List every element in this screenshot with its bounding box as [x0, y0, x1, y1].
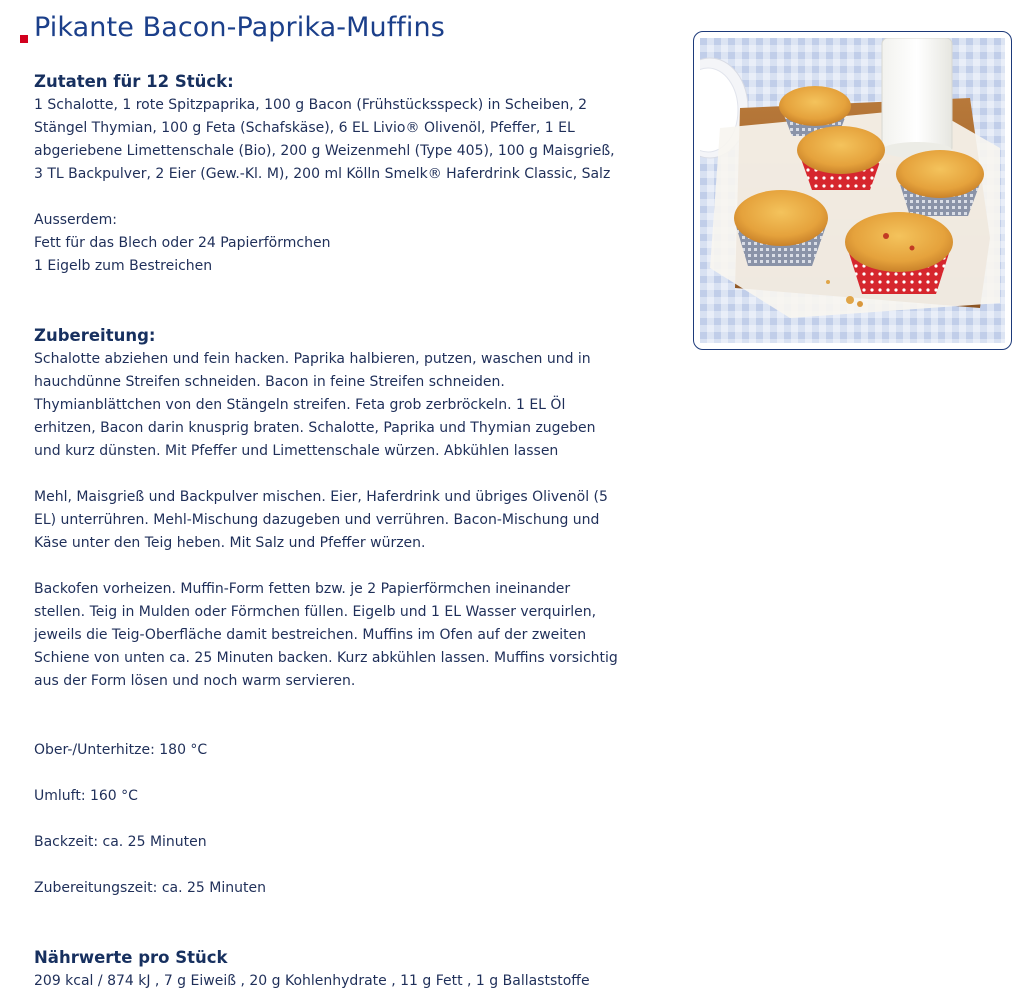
preparation-heading: Zubereitung:: [34, 326, 156, 345]
recipe-photo-frame: [693, 31, 1012, 350]
preparation-paragraph-2: [34, 486, 684, 555]
ingredients-heading: Zutaten für 12 Stück:: [34, 72, 234, 91]
ingredients-line: 1 Schalotte, 1 rote Spitzpaprika, 100 g Bacon (Frühstücksspeck) in Scheiben, 2: [34, 97, 587, 113]
preparation-line: Mehl, Maisgrieß und Backpulver mischen. Eier, Haferdrink und übriges Olivenöl (5: [34, 489, 608, 505]
preparation-line: und kurz dünsten. Mit Pfeffer und Limettenschale würzen. Abkühlen lassen: [34, 443, 559, 459]
preparation-line: erhitzen, Bacon darin knusprig braten. Schalotte, Paprika und Thymian zugeben: [34, 420, 596, 436]
ingredients-line: Stängel Thymian, 100 g Feta (Schafskäse), 6 EL Livio® Olivenöl, Pfeffer, 1 EL: [34, 120, 575, 136]
preparation-line: stellen. Teig in Mulden oder Förmchen füllen. Eigelb und 1 EL Wasser verquirlen,: [34, 604, 597, 620]
preparation-time: Zubereitungszeit: ca. 25 Minuten: [34, 880, 266, 896]
preparation-line: Schiene von unten ca. 25 Minuten backen. Kurz abkühlen lassen. Muffins vorsichtig: [34, 650, 618, 666]
baking-time: Backzeit: ca. 25 Minuten: [34, 834, 207, 850]
preparation-line: Thymianblättchen von den Stängeln streifen. Feta grob zerbröckeln. 1 EL Öl: [34, 397, 566, 413]
preparation-line: Schalotte abziehen und fein hacken. Paprika halbieren, putzen, waschen und in: [34, 351, 591, 367]
preparation-line: aus der Form lösen und noch warm servieren.: [34, 673, 356, 689]
recipe-title: Pikante Bacon-Paprika-Muffins: [34, 12, 445, 43]
nutrition-values: 209 kcal / 874 kJ , 7 g Eiweiß , 20 g Kohlenhydrate , 11 g Fett , 1 g Ballaststoffe: [34, 973, 590, 989]
preparation-line: hauchdünne Streifen schneiden. Bacon in feine Streifen schneiden.: [34, 374, 505, 390]
preparation-line: Käse unter den Teig heben. Mit Salz und Pfeffer würzen.: [34, 535, 426, 551]
ingredients-line: abgeriebene Limettenschale (Bio), 200 g Weizenmehl (Type 405), 100 g Maisgrieß,: [34, 143, 615, 159]
preparation-paragraph-1: [34, 348, 684, 463]
preparation-line: jeweils die Teig-Oberfläche damit bestreichen. Muffins im Ofen auf der zweiten: [34, 627, 587, 643]
muffins-photo-icon: [700, 38, 1005, 343]
top-bottom-heat: Ober-/Unterhitze: 180 °C: [34, 742, 208, 758]
preparation-line: Backofen vorheizen. Muffin-Form fetten bzw. je 2 Papierförmchen ineinander: [34, 581, 571, 597]
convection-heat: Umluft: 160 °C: [34, 788, 138, 804]
ingredients-line: 3 TL Backpulver, 2 Eier (Gew.-Kl. M), 200 ml Kölln Smelk® Haferdrink Classic, Salz: [34, 166, 611, 182]
recipe-content: [34, 70, 684, 993]
preparation-paragraph-3: [34, 578, 684, 693]
extra-line: Fett für das Blech oder 24 Papierförmchen: [34, 235, 331, 251]
title-bullet-marker: [20, 35, 28, 43]
extra-line: 1 Eigelb zum Bestreichen: [34, 258, 213, 274]
ingredients-list: [34, 94, 684, 186]
preparation-line: EL) unterrühren. Mehl-Mischung dazugeben und verrühren. Bacon-Mischung und: [34, 512, 600, 528]
extra-heading: Ausserdem:: [34, 212, 118, 228]
nutrition-heading: Nährwerte pro Stück: [34, 948, 228, 967]
